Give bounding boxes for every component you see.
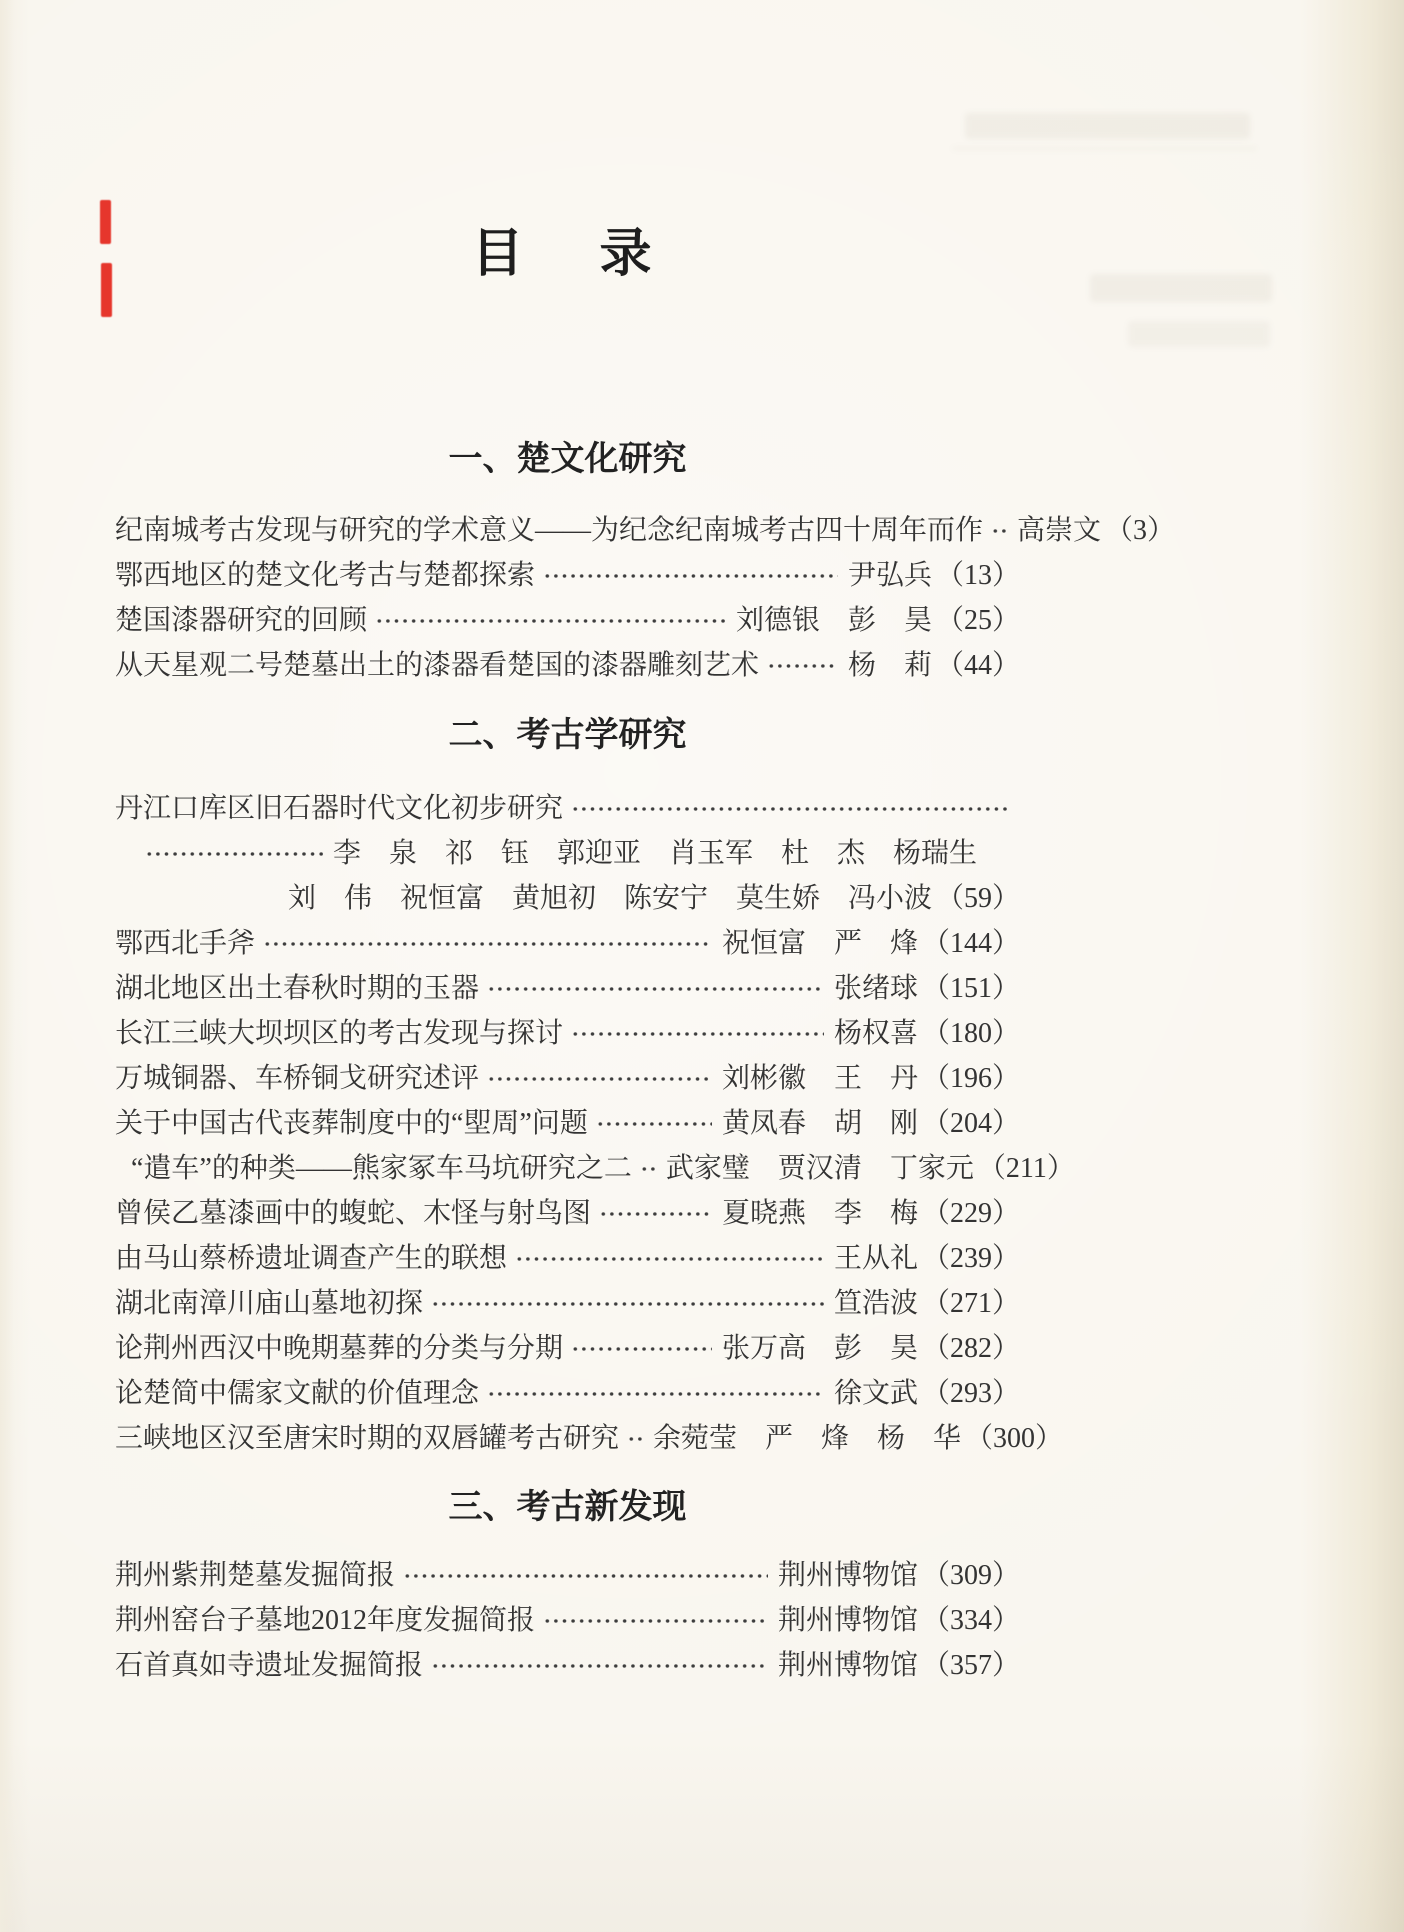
- entry-authors: 荆州博物馆: [777, 1604, 918, 1636]
- entry-authors: 祝恒富 严 烽: [721, 927, 918, 959]
- dot-leader: [599, 1208, 712, 1220]
- entry-title: 论荆州西汉中晚期墓葬的分类与分期: [115, 1332, 564, 1364]
- entry-title: 湖北地区出土春秋时期的玉器: [115, 972, 480, 1004]
- entry-authors: 杨权喜: [833, 1017, 918, 1049]
- entry-title: 由马山蔡桥遗址调查产生的联想: [115, 1242, 508, 1274]
- red-edge-mark: [100, 200, 111, 244]
- entry-page: （334）: [921, 1604, 1020, 1636]
- entry-authors: 高崇文: [1017, 514, 1102, 546]
- section-heading-archaeology-research: 二、考古学研究: [448, 716, 687, 754]
- entry-authors: 刘彬徽 王 丹: [721, 1062, 918, 1094]
- toc-entry: [115, 1008, 1020, 1053]
- entry-title: 丹江口库区旧石器时代文化初步研究: [115, 792, 564, 824]
- toc-content: [115, 0, 1176, 1685]
- entry-title: 三峡地区汉至唐宋时期的双唇罐考古研究: [115, 1422, 620, 1454]
- dot-leader: [487, 1388, 824, 1400]
- dot-leader: [403, 1570, 768, 1582]
- dot-leader: [515, 1253, 824, 1265]
- entry-authors: 刘德银 彭 昊: [735, 604, 932, 636]
- page-title: 目 录: [471, 226, 664, 283]
- toc-entry: [115, 1278, 1020, 1323]
- toc-entry: [115, 1098, 1020, 1143]
- entry-authors: 李 泉 祁 钰 郭迎亚 肖玉军 杜 杰 杨瑞生: [333, 837, 978, 869]
- entry-page: （239）: [921, 1242, 1020, 1274]
- entry-title: 湖北南漳川庙山墓地初探: [115, 1287, 424, 1319]
- toc-entry: [115, 1143, 1075, 1188]
- entry-title: 石首真如寺遗址发掘简报: [115, 1649, 424, 1681]
- entry-page: （282）: [921, 1332, 1020, 1364]
- toc-entry: [115, 1640, 1020, 1685]
- entry-page: （271）: [921, 1287, 1020, 1319]
- entry-authors: 杨 莉: [847, 649, 932, 681]
- scan-edge-shading: [0, 0, 14, 1932]
- entry-authors: 夏晓燕 李 梅: [721, 1197, 918, 1229]
- entry-authors: 刘 伟 祝恒富 黄旭初 陈安宁 莫生娇 冯小波: [287, 882, 932, 914]
- toc-entry: [115, 1413, 1064, 1458]
- dot-leader: [640, 1163, 656, 1175]
- entry-title: 曾侯乙墓漆画中的蝮蛇、木怪与射鸟图: [115, 1197, 592, 1229]
- dot-leader: [627, 1433, 643, 1445]
- entry-title: 论楚简中儒家文献的价值理念: [115, 1377, 480, 1409]
- dot-leader: [596, 1118, 712, 1130]
- entry-authors: 黄凤春 胡 刚: [721, 1107, 918, 1139]
- dot-leader: [991, 525, 1007, 537]
- toc-entry: [115, 1323, 1020, 1368]
- toc-entry: [115, 1550, 1020, 1595]
- section-entries: [115, 505, 1176, 685]
- entry-page: （204）: [921, 1107, 1020, 1139]
- entry-title: 万城铜器、车桥铜戈研究述评: [115, 1062, 480, 1094]
- dot-leader: [487, 1073, 712, 1085]
- entry-authors: 荆州博物馆: [777, 1559, 918, 1591]
- entry-page: （229）: [921, 1197, 1020, 1229]
- bleedthrough-mark: [1090, 274, 1272, 302]
- toc-entry: [115, 918, 1020, 963]
- red-edge-mark: [101, 263, 112, 317]
- entry-authors: 张绪球: [833, 972, 918, 1004]
- entry-authors: 张万高 彭 昊: [721, 1332, 918, 1364]
- toc-entry-authors-row: [115, 873, 1020, 918]
- entry-page: （293）: [921, 1377, 1020, 1409]
- dot-leader: [145, 848, 323, 860]
- dot-leader: [543, 1615, 768, 1627]
- toc-entry: [115, 1233, 1020, 1278]
- section-heading-new-discoveries: 三、考古新发现: [448, 1488, 687, 1526]
- entry-page: （144）: [921, 927, 1020, 959]
- dot-leader: [543, 570, 838, 582]
- toc-entry: [115, 640, 1020, 685]
- entry-title: 纪南城考古发现与研究的学术意义——为纪念纪南城考古四十周年而作: [115, 514, 984, 546]
- section-heading-chu-culture: 一、楚文化研究: [448, 440, 687, 478]
- entry-page: （300）: [965, 1422, 1064, 1454]
- entry-title: 楚国漆器研究的回顾: [115, 604, 368, 636]
- dot-leader: [571, 1028, 824, 1040]
- entry-page: （44）: [935, 649, 1020, 681]
- entry-page: （25）: [935, 604, 1020, 636]
- entry-title: 荆州窑台子墓地2012年度发掘简报: [115, 1604, 536, 1636]
- entry-authors: 武家璧 贾汉清 丁家元: [665, 1152, 974, 1184]
- entry-page: （59）: [935, 882, 1020, 914]
- dot-leader: [571, 1343, 712, 1355]
- section-entries: [115, 1550, 1020, 1685]
- entry-page: （309）: [921, 1559, 1020, 1591]
- toc-entry: [115, 1053, 1020, 1098]
- toc-entry: [115, 550, 1020, 595]
- section-entries: [115, 783, 1075, 1458]
- entry-title: “遣车”的种类——熊家冢车马坑研究之二: [131, 1152, 632, 1184]
- entry-authors: 笪浩波: [833, 1287, 918, 1319]
- entry-authors: 荆州博物馆: [777, 1649, 918, 1681]
- dot-leader: [263, 938, 712, 950]
- dot-leader: [767, 660, 838, 672]
- entry-title: 长江三峡大坝坝区的考古发现与探讨: [115, 1017, 564, 1049]
- toc-entry: [115, 595, 1020, 640]
- dot-leader: [487, 983, 824, 995]
- entry-title: 从天星观二号楚墓出土的漆器看楚国的漆器雕刻艺术: [115, 649, 760, 681]
- entry-page: （3）: [1105, 514, 1176, 546]
- dot-leader: [431, 1298, 824, 1310]
- toc-entry-authors-row: [115, 828, 1020, 873]
- entry-page: （151）: [921, 972, 1020, 1004]
- entry-title: 关于中国古代丧葬制度中的“堲周”问题: [115, 1107, 588, 1139]
- toc-entry: [115, 505, 1176, 550]
- entry-authors: 余菀莹 严 烽 杨 华: [653, 1422, 962, 1454]
- dot-leader: [571, 803, 1010, 815]
- toc-entry: [115, 783, 1020, 828]
- entry-authors: 尹弘兵: [847, 559, 932, 591]
- entry-page: （180）: [921, 1017, 1020, 1049]
- entry-page: （196）: [921, 1062, 1020, 1094]
- entry-title: 鄂西北手斧: [115, 927, 256, 959]
- toc-entry: [115, 963, 1020, 1008]
- toc-entry: [115, 1595, 1020, 1640]
- entry-title: 鄂西地区的楚文化考古与楚都探索: [115, 559, 536, 591]
- bleedthrough-mark: [1128, 321, 1270, 347]
- entry-page: （211）: [977, 1152, 1075, 1184]
- entry-page: （13）: [935, 559, 1020, 591]
- entry-page: （357）: [921, 1649, 1020, 1681]
- toc-entry: [115, 1368, 1020, 1413]
- dot-leader: [431, 1660, 768, 1672]
- entry-authors: 徐文武: [833, 1377, 918, 1409]
- dot-leader: [375, 615, 726, 627]
- entry-authors: 王从礼: [833, 1242, 918, 1274]
- entry-title: 荆州紫荆楚墓发掘简报: [115, 1559, 396, 1591]
- toc-entry: [115, 1188, 1020, 1233]
